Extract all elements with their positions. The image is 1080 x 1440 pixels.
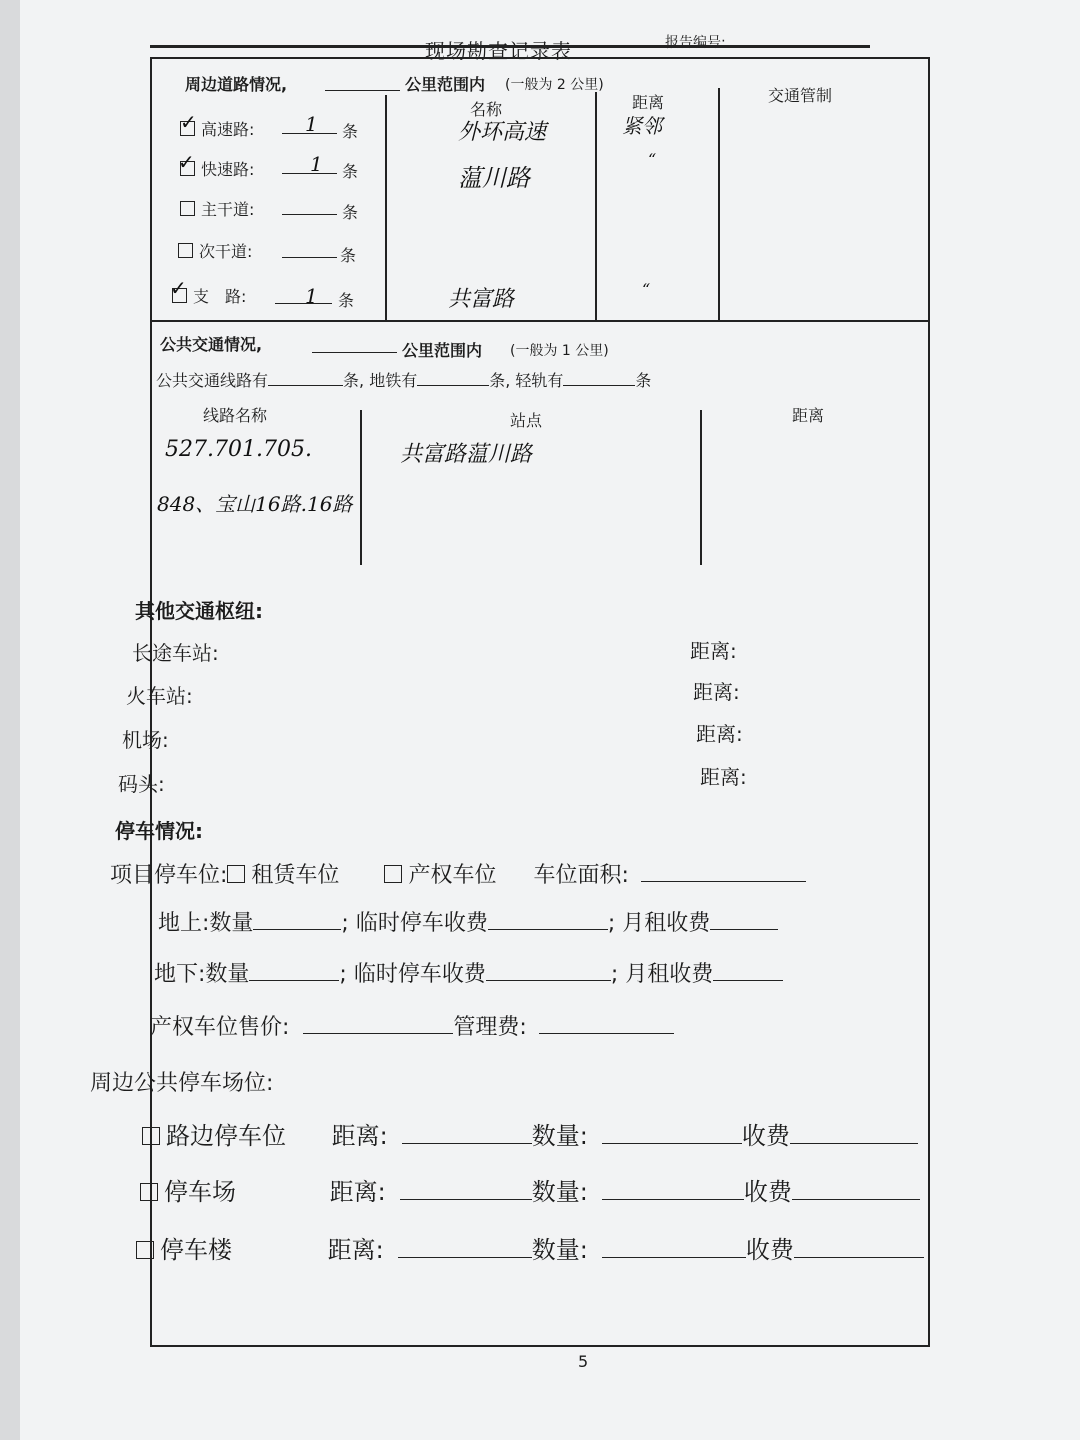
below-count-blank[interactable] <box>249 980 339 981</box>
parking-garage-quantity-label: 数量: <box>531 1236 588 1264</box>
roadside-quantity-label: 数量: <box>531 1122 588 1150</box>
transit-divider-1 <box>360 410 362 565</box>
above-ground-row <box>158 906 778 937</box>
report-number-label: 报告编号: <box>665 35 726 51</box>
road-row-secondary <box>178 239 252 262</box>
arterial-count-blank[interactable] <box>282 214 337 215</box>
roads-divider-2 <box>595 92 597 320</box>
parking-lot-label: 停车场 <box>164 1178 236 1206</box>
secondary-unit: 条 <box>340 246 357 265</box>
branch-label: 支 路: <box>193 287 247 306</box>
transit-col-route: 线路名称 <box>203 406 268 425</box>
check-mark-icon: ✓ <box>180 110 197 134</box>
parking-garage-label: 停车楼 <box>160 1236 232 1264</box>
transit-lines-blank[interactable] <box>268 385 343 386</box>
expressway-name: 外环高速 <box>458 120 547 145</box>
owned-price-row <box>150 1010 674 1041</box>
parking-lot-quantity-blank[interactable] <box>602 1199 744 1200</box>
arterial-unit: 条 <box>342 203 359 222</box>
roads-col-name: 名称 <box>470 100 503 119</box>
branch-count: 1 <box>305 284 318 308</box>
roads-divider-3 <box>718 88 720 320</box>
light-rail-label: 轻轨有 <box>515 371 564 390</box>
hubs-heading: 其他交通枢纽: <box>135 599 263 623</box>
parking-area-label: 车位面积: <box>533 863 629 888</box>
secondary-checkbox[interactable] <box>178 243 193 258</box>
above-ground-label: 地上:数量 <box>158 911 254 936</box>
project-parking-label: 项目停车位: <box>110 863 228 888</box>
roadside-checkbox[interactable] <box>142 1127 160 1145</box>
roads-divider-1 <box>385 95 387 320</box>
hub-airport: 机场: <box>122 728 169 752</box>
above-count-blank[interactable] <box>253 929 341 930</box>
metro-label: 地铁有 <box>369 371 418 390</box>
roads-range-label: 公里范围内 <box>405 75 486 94</box>
parking-lot-fee-blank[interactable] <box>792 1199 920 1200</box>
below-temp-fee-blank[interactable] <box>486 980 611 981</box>
metro-unit: 条, <box>489 371 511 390</box>
roads-range-blank[interactable] <box>325 90 400 91</box>
parking-lot-distance-blank[interactable] <box>400 1199 532 1200</box>
owned-checkbox[interactable] <box>384 865 402 883</box>
roadside-fee-blank[interactable] <box>790 1143 918 1144</box>
parking-heading: 停车情况: <box>115 819 203 843</box>
hub-coach-distance: 距离: <box>690 639 737 663</box>
light-rail-unit: 条 <box>635 371 652 390</box>
parking-lot-fee-label: 收费 <box>743 1178 792 1206</box>
fastway-label: 快速路: <box>201 160 255 179</box>
header-rule <box>150 45 870 48</box>
fastway-distance: “ <box>648 150 657 169</box>
parking-lot-distance-label: 距离: <box>329 1178 386 1206</box>
underground-label: 地下:数量 <box>154 962 250 987</box>
light-rail-blank[interactable] <box>563 385 635 386</box>
parking-lot-row <box>140 1172 920 1207</box>
branch-count-blank[interactable] <box>275 303 332 304</box>
hub-airport-distance: 距离: <box>696 722 743 746</box>
roadside-label: 路边停车位 <box>166 1122 286 1150</box>
mgmt-fee-blank[interactable] <box>539 1033 674 1034</box>
table-top-border <box>150 57 930 59</box>
roads-col-distance: 距离 <box>632 93 665 112</box>
transit-col-station: 站点 <box>510 411 543 430</box>
parking-area-blank[interactable] <box>641 881 806 882</box>
parking-lot-quantity-label: 数量: <box>531 1178 588 1206</box>
secondary-count-blank[interactable] <box>282 257 337 258</box>
page-number: 5 <box>578 1352 589 1371</box>
route-names-line2: 848、宝山16路.16路 <box>157 492 353 516</box>
road-row-arterial <box>180 197 254 220</box>
fastway-unit: 条 <box>342 162 359 181</box>
above-temp-fee-blank[interactable] <box>488 929 608 930</box>
fastway-name: 蕰川路 <box>458 164 530 192</box>
expressway-unit: 条 <box>342 122 359 141</box>
transit-col-distance: 距离 <box>792 406 825 425</box>
mgmt-fee-label: 管理费: <box>453 1015 527 1040</box>
metro-blank[interactable] <box>417 385 489 386</box>
roadside-distance-label: 距离: <box>331 1122 388 1150</box>
table-bottom-border <box>150 1345 930 1347</box>
transit-range-label: 公里范围内 <box>402 341 483 360</box>
arterial-label: 主干道: <box>201 200 255 219</box>
below-monthly-fee-label: ; 月租收费 <box>610 962 714 987</box>
parking-garage-distance-label: 距离: <box>327 1236 384 1264</box>
expressway-distance: 紧邻 <box>622 114 662 138</box>
transit-range-note: (一般为 1 公里) <box>510 343 609 359</box>
public-parking-heading: 周边公共停车场位: <box>90 1071 274 1096</box>
parking-garage-row <box>136 1230 924 1265</box>
transit-heading: 公共交通情况, <box>160 335 263 354</box>
owned-option-label: 产权车位 <box>408 863 497 888</box>
parking-garage-fee-blank[interactable] <box>794 1257 924 1258</box>
roadside-parking-row <box>142 1116 918 1151</box>
expressway-label: 高速路: <box>201 120 255 139</box>
project-parking-row <box>110 858 806 889</box>
underground-row <box>154 957 783 988</box>
transit-lines-label: 公共交通线路有 <box>156 371 269 390</box>
form-page <box>20 0 1080 1440</box>
owned-price-blank[interactable] <box>303 1033 453 1034</box>
branch-unit: 条 <box>338 291 355 310</box>
transit-range-blank[interactable] <box>312 352 397 353</box>
roadside-quantity-blank[interactable] <box>602 1143 742 1144</box>
branch-name: 共富路 <box>448 287 515 312</box>
roads-col-control: 交通管制 <box>768 86 833 105</box>
hub-port-distance: 距离: <box>700 765 747 789</box>
parking-garage-distance-blank[interactable] <box>398 1257 532 1258</box>
check-mark-icon: ✓ <box>178 150 195 174</box>
parking-lot-checkbox[interactable] <box>140 1183 158 1201</box>
hub-train-station: 火车站: <box>126 684 193 708</box>
hub-coach-station: 长途车站: <box>132 641 219 665</box>
transit-lines-unit: 条, <box>343 371 365 390</box>
expressway-count: 1 <box>305 112 318 136</box>
secondary-label: 次干道: <box>199 242 253 261</box>
table-right-border <box>928 57 930 1347</box>
owned-price-label: 产权车位售价: <box>150 1015 290 1040</box>
hub-train-distance: 距离: <box>693 680 740 704</box>
below-monthly-fee-blank[interactable] <box>713 980 783 981</box>
roads-section-bottom <box>152 320 928 322</box>
below-temp-fee-label: ; 临时停车收费 <box>339 962 486 987</box>
roadside-distance-blank[interactable] <box>402 1143 532 1144</box>
above-temp-fee-label: ; 临时停车收费 <box>341 911 488 936</box>
lease-checkbox[interactable] <box>227 865 245 883</box>
transit-station: 共富路蕰川路 <box>400 442 533 467</box>
above-monthly-fee-blank[interactable] <box>710 929 778 930</box>
lease-option-label: 租赁车位 <box>251 863 340 888</box>
roadside-fee-label: 收费 <box>741 1122 790 1150</box>
check-mark-icon: ✓ <box>170 276 187 300</box>
roads-range-note: (一般为 2 公里) <box>505 77 604 93</box>
transit-lines-row <box>156 368 651 391</box>
fastway-count: 1 <box>310 152 323 176</box>
form-title: 现场勘查记录表 <box>425 39 572 63</box>
arterial-checkbox[interactable] <box>180 201 195 216</box>
parking-garage-quantity-blank[interactable] <box>602 1257 746 1258</box>
parking-garage-checkbox[interactable] <box>136 1241 154 1259</box>
branch-distance: “ <box>642 280 651 299</box>
transit-divider-2 <box>700 410 702 565</box>
above-monthly-fee-label: ; 月租收费 <box>607 911 711 936</box>
roads-heading: 周边道路情况, <box>185 75 288 94</box>
parking-garage-fee-label: 收费 <box>745 1236 794 1264</box>
route-names-line1: 527.701.705. <box>165 437 312 462</box>
hub-port: 码头: <box>118 772 165 796</box>
